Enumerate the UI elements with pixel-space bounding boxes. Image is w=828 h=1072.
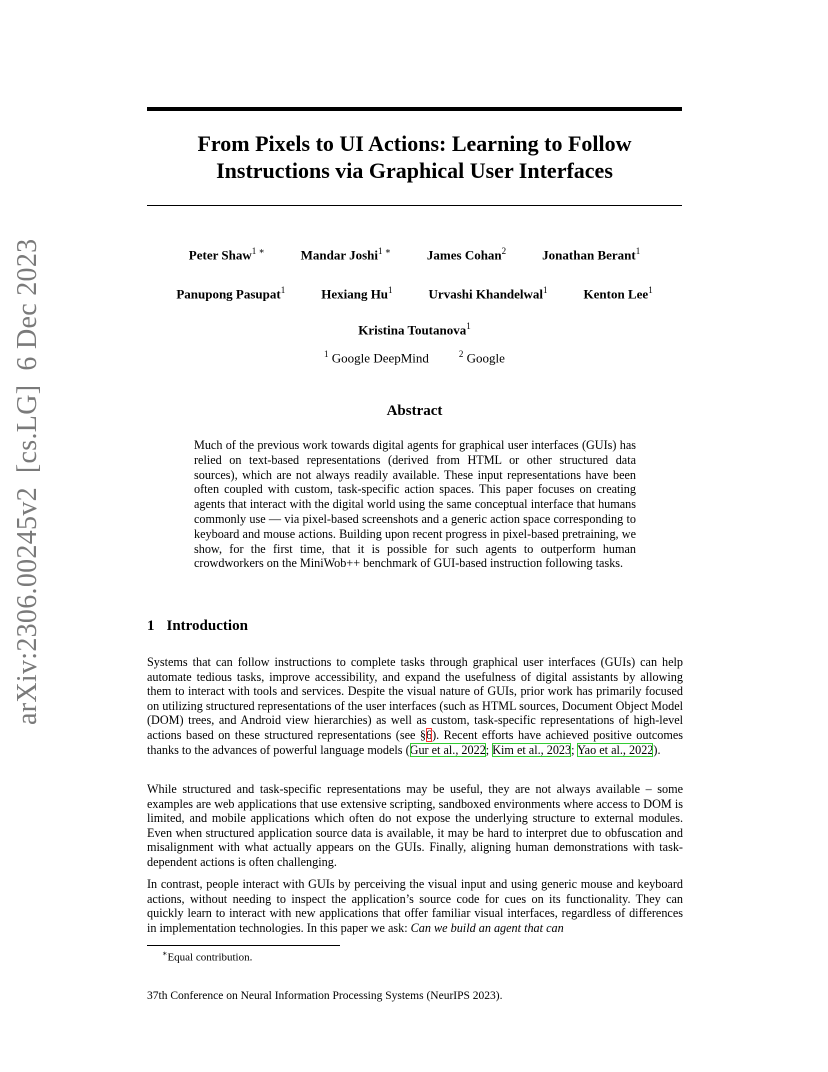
section-number: 1 bbox=[147, 618, 155, 634]
author: Peter Shaw$^{1 ∗}$ bbox=[188, 246, 265, 263]
author: Panupong Pasupat$^1$ bbox=[176, 285, 286, 302]
authors-row-1 bbox=[147, 243, 682, 263]
paper-title bbox=[147, 130, 682, 184]
affiliation: $^2$ Google bbox=[458, 349, 505, 366]
affiliations bbox=[147, 349, 682, 366]
intro-paragraph-3: In contrast, people interact with GUIs by perceiving the visual input and using generic mouse and keyboard actions, without needing to inspect the application’s source code for cues on its functionality. They can quickly learn to interact with new applications that offer familiar visual interfaces, regardless of differences in implementation technologies. In this paper we ask: Can we build an agent that can bbox=[147, 877, 683, 935]
section-title: Introduction bbox=[166, 618, 248, 634]
author: Urvashi Khandelwal$^1$ bbox=[428, 285, 548, 302]
title-line-2: Instructions via Graphical User Interfaces bbox=[216, 158, 613, 183]
citation-link[interactable]: Kim et al., 2023 bbox=[492, 742, 572, 757]
author: Hexiang Hu$^1$ bbox=[321, 285, 393, 302]
citation-link[interactable]: Yao et al., 2022 bbox=[577, 742, 654, 757]
author: Jonathan Berant$^1$ bbox=[542, 246, 641, 263]
intro-paragraph-1: Systems that can follow instructions to complete tasks through graphical user interfaces (GUIs) can help automate tedious tasks, improve accessibility, and expand the usefulness of digital assistants by allowing them to interact with tools and services. Despite the visual nature of GUIs, prior work has primarily focused on utilizing structured representations of the user interfaces (such as HTML sources, Document Object Model (DOM) trees, and Android view hierarchies) as well as custom, task-specific representations of high-level actions based on these structured representations (see §6). Recent efforts have achieved positive outcomes thanks to the advances of powerful language models (Gur et al., 2022; Kim et al., 2023; Yao et al., 2022). bbox=[147, 655, 683, 757]
footnote-rule bbox=[147, 945, 340, 946]
title-line-1: From Pixels to UI Actions: Learning to Follow bbox=[197, 131, 632, 156]
arxiv-id: arXiv:2306.00245v2 bbox=[12, 487, 43, 725]
section-ref-link[interactable]: 6 bbox=[425, 727, 433, 742]
conference-note: 37th Conference on Neural Information Processing Systems (NeurIPS 2023). bbox=[147, 990, 503, 1002]
arxiv-stamp bbox=[12, 239, 44, 725]
affiliation: $^1$ Google DeepMind bbox=[324, 349, 429, 366]
arxiv-date: 6 Dec 2023 bbox=[12, 238, 43, 371]
title-bottom-rule bbox=[147, 205, 682, 206]
author: James Cohan$^2$ bbox=[426, 246, 507, 263]
footnote: ∗Equal contribution. bbox=[162, 949, 253, 964]
author: Mandar Joshi$^{1 ∗}$ bbox=[300, 246, 391, 263]
authors-row-3 bbox=[147, 318, 682, 338]
intro-paragraph-2: While structured and task-specific representations may be useful, they are not always available – some examples are web applications that use extensive scripting, sandboxed environments where access to DOM is limited, and mobile applications which often do not expose the underlying structure to external modules. Even when structured application source data is available, it may be hard to interpret due to obfuscation and misalignment with what actually appears on the GUIs. Finally, aligning human demonstrations with task-dependent actions is often challenging. bbox=[147, 782, 683, 869]
section-heading bbox=[147, 618, 248, 635]
citation-link[interactable]: Gur et al., 2022 bbox=[409, 742, 486, 757]
abstract-text: Much of the previous work towards digital agents for graphical user interfaces (GUIs) has relied on text-based representations (derived from HTML or other structured data sources), which are not always readily available. These input representations have been often coupled with custom, task-specific action spaces. This paper focuses on creating agents that interact with the digital world using the same conceptual interface that humans commonly use — via pixel-based screenshots and a generic action space corresponding to keyboard and mouse actions. Building upon recent progress in pixel-based pretraining, we show, for the first time, that it is possible for such agents to outperform human crowdworkers on the MiniWob++ benchmark of GUI-based instruction following tasks. bbox=[194, 438, 636, 571]
title-top-rule bbox=[147, 107, 682, 111]
abstract-heading: Abstract bbox=[386, 403, 443, 419]
author: Kenton Lee$^1$ bbox=[583, 285, 653, 302]
authors-row-2 bbox=[147, 282, 682, 302]
arxiv-category: [cs.LG] bbox=[12, 384, 43, 474]
author: Kristina Toutanova$^1$ bbox=[358, 321, 471, 338]
